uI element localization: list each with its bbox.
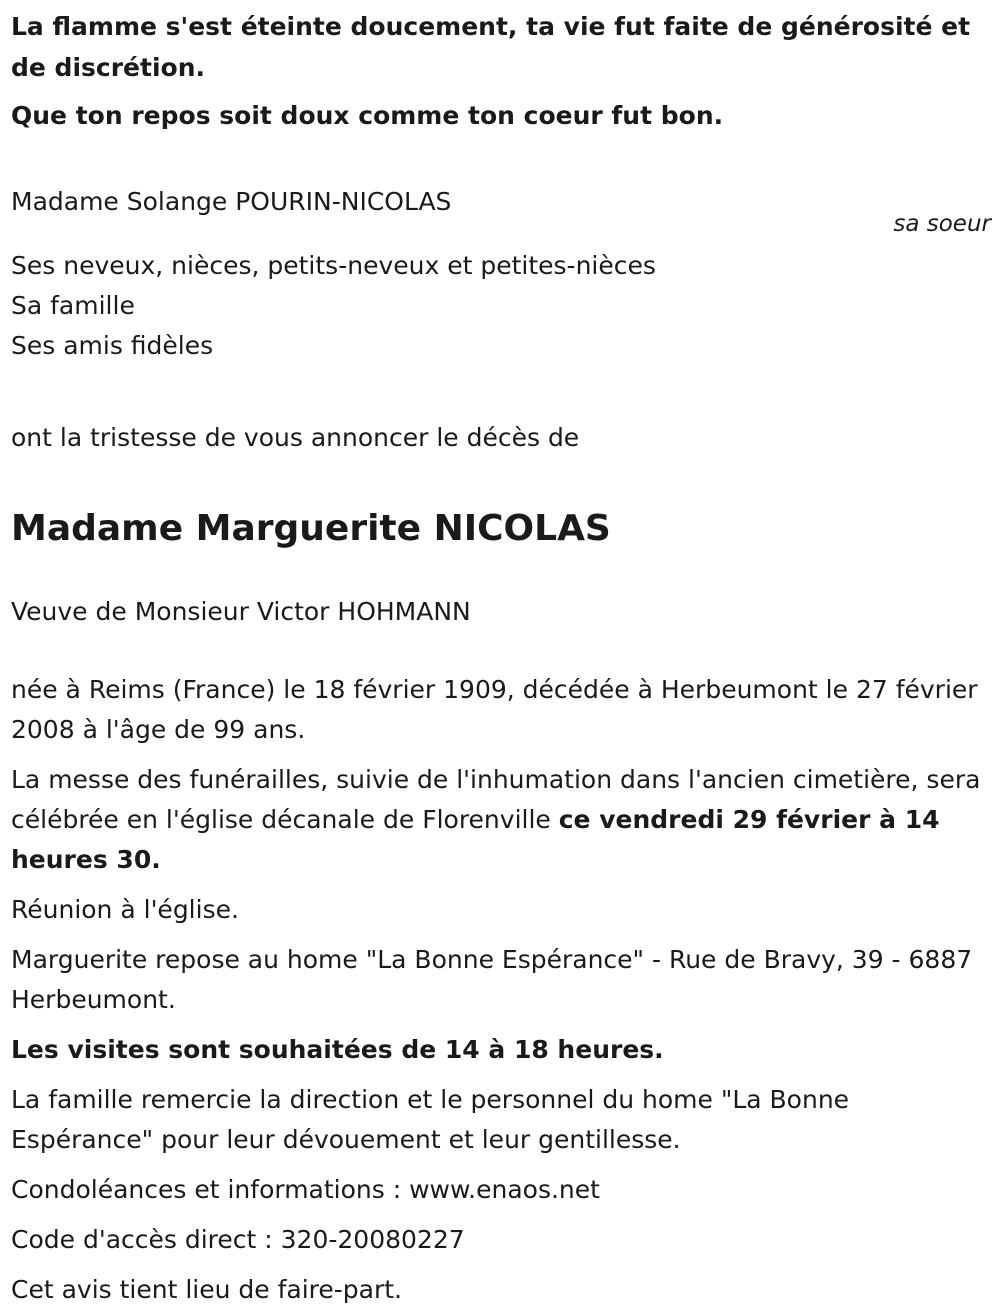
condolences-info: Condoléances et informations : www.enaos.net xyxy=(11,1175,600,1204)
mourner-family: Sa famille xyxy=(11,291,135,320)
family-thanks: La famille remercie la direction et le personnel du home "La Bonne Espérance" pour leur dévouement et leur gentillesse. xyxy=(11,1085,850,1154)
funeral-mass-date: ce vendredi 29 février à 14 heures 30. xyxy=(11,805,940,874)
visiting-hours: Les visites sont souhaitées de 14 à 18 heures. xyxy=(11,1035,664,1064)
opening-quote-line-1: La flamme s'est éteinte doucement, ta vie fut faite de générosité et de discrétion. xyxy=(11,12,971,82)
funeral-mass-paragraph xyxy=(11,760,991,880)
deceased-name: Madame Marguerite NICOLAS xyxy=(11,508,611,549)
sister-name: Madame Solange POURIN-NICOLAS xyxy=(11,187,452,216)
funeral-mass-text: La messe des funérailles, suivie de l'inhumation dans l'ancien cimetière, sera célébrée en l'église décanale de Florenville xyxy=(11,765,981,834)
access-code: Code d'accès direct : 320-20080227 xyxy=(11,1225,465,1254)
mourners-list xyxy=(11,246,991,366)
obituary-notice xyxy=(11,6,991,1310)
opening-quote-line-2: Que ton repos soit doux comme ton coeur fut bon. xyxy=(11,101,724,130)
closing-note: Cet avis tient lieu de faire-part. xyxy=(11,1275,403,1304)
sister-relation: sa soeur xyxy=(893,211,991,237)
announcement-text: ont la tristesse de vous annoncer le décès de xyxy=(11,423,580,452)
birth-death-details: née à Reims (France) le 18 février 1909, décédée à Herbeumont le 27 février 2008 à l'âge de 99 ans. xyxy=(11,675,978,744)
sister-entry xyxy=(11,182,991,237)
widow-of: Veuve de Monsieur Victor HOHMANN xyxy=(11,597,471,626)
mourner-friends: Ses amis fidèles xyxy=(11,331,214,360)
meeting-place: Réunion à l'église. xyxy=(11,895,239,924)
mourner-nephews-nieces: Ses neveux, nièces, petits-neveux et petites-nièces xyxy=(11,251,656,280)
resting-place: Marguerite repose au home "La Bonne Espérance" - Rue de Bravy, 39 - 6887 Herbeumont. xyxy=(11,945,973,1014)
